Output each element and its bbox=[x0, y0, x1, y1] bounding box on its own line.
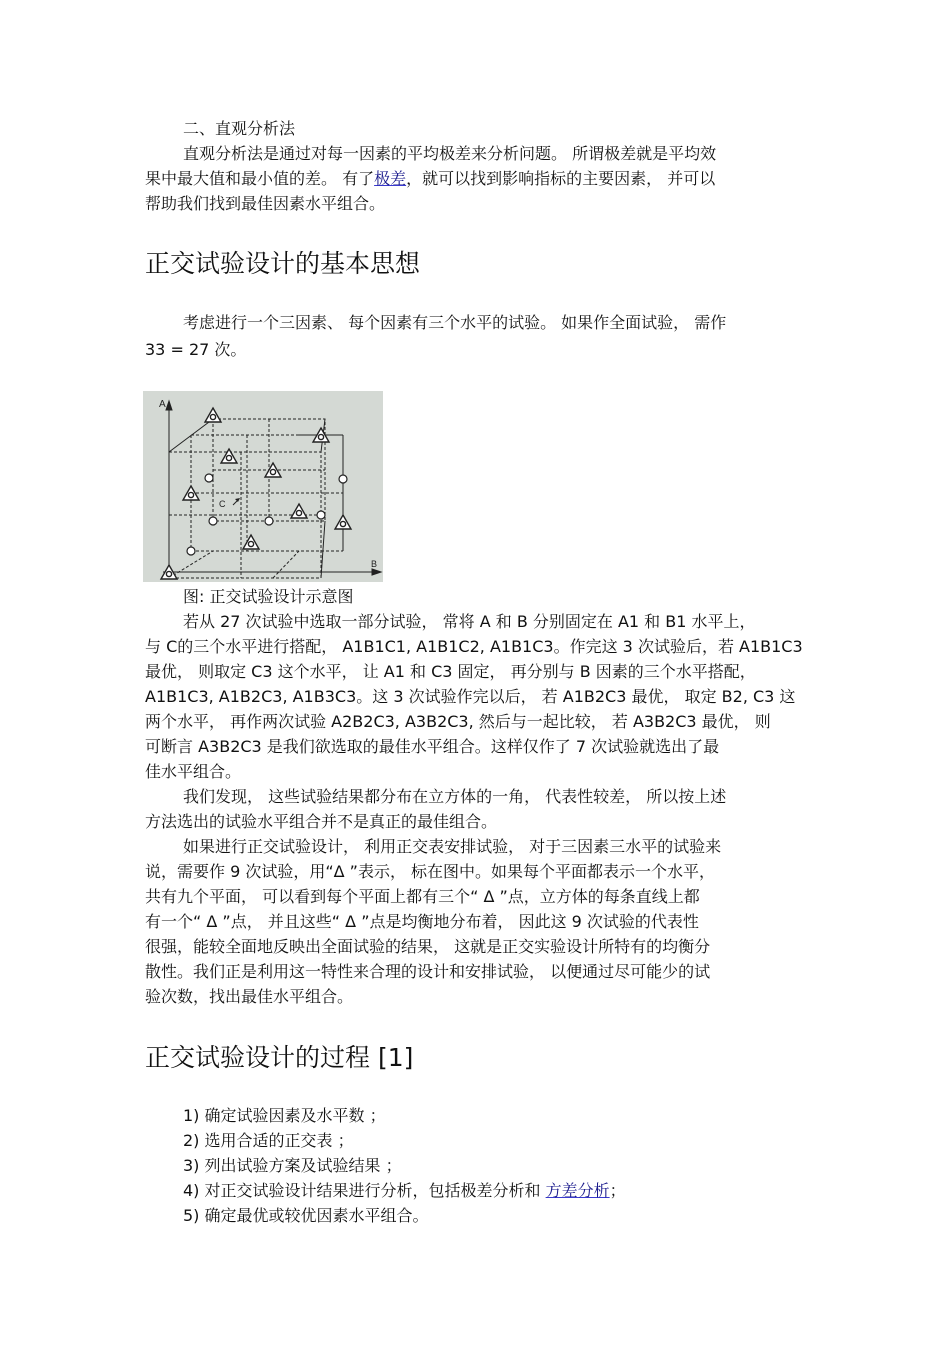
list-item: 2) 选用合适的正交表 ； bbox=[183, 1131, 354, 1150]
paragraph-line: 说，需要作 9 次试验，用“Δ ”表示， 标在图中。如果每个平面都表示一个水平， bbox=[145, 862, 716, 881]
axis-b-label: B bbox=[371, 559, 378, 569]
list-item: 4) 对正交试验设计结果进行分析，包括极差分析和 方差分析； bbox=[183, 1181, 626, 1200]
paragraph-line: 两个水平， 再作两次试验 A2B2C3, A3B2C3, 然后与一起比较， 若 A3B2C3 最优， 则 bbox=[145, 712, 771, 731]
section-heading-basic-idea: 正交试验设计的基本思想 bbox=[145, 249, 421, 278]
paragraph-line: 很强，能较全面地反映出全面试验的结果， 这就是正交实验设计所特有的均衡分 bbox=[145, 937, 711, 956]
variance-analysis-link[interactable]: 方差分析 bbox=[545, 1181, 610, 1200]
paragraph-line: 散性。我们正是利用这一特性来合理的设计和安排试验， 以便通过尽可能少的试 bbox=[145, 962, 711, 981]
axis-a-label: A bbox=[159, 399, 166, 410]
paragraph-line: 果中最大值和最小值的差。 有了极差，就可以找到影响指标的主要因素， 并可以 bbox=[145, 169, 716, 188]
paragraph-line: 方法选出的试验水平组合并不是真正的最佳组合。 bbox=[145, 812, 498, 831]
paragraph-line: 若从 27 次试验中选取一部分试验， 常将 A 和 B 分别固定在 A1 和 B1 水平上， bbox=[183, 612, 756, 631]
orthogonal-design-figure bbox=[143, 391, 383, 582]
axis-c-label: C bbox=[219, 499, 226, 509]
paragraph-line: 如果进行正交试验设计， 利用正交表安排试验， 对于三因素三水平的试验来 bbox=[183, 837, 722, 856]
paragraph-line: A1B1C3, A1B2C3, A1B3C3。这 3 次试验作完以后， 若 A1B2C3 最优， 取定 B2, C3 这 bbox=[145, 687, 796, 706]
paragraph-line: 最优， 则取定 C3 这个水平， 让 A1 和 C3 固定， 再分别与 B 因素的三个水平搭配， bbox=[145, 662, 756, 681]
paragraph-line: 考虑进行一个三因素、 每个因素有三个水平的试验。 如果作全面试验， 需作 bbox=[183, 313, 727, 332]
list-item: 3) 列出试验方案及试验结果 ； bbox=[183, 1156, 402, 1175]
paragraph-line: 我们发现， 这些试验结果都分布在立方体的一角， 代表性较差， 所以按上述 bbox=[183, 787, 727, 806]
section-heading-process: 正交试验设计的过程 [1] bbox=[145, 1043, 414, 1072]
paragraph-line: 帮助我们找到最佳因素水平组合。 bbox=[145, 194, 386, 213]
list-item: 1) 确定试验因素及水平数 ； bbox=[183, 1106, 386, 1125]
paragraph-line: 有一个“ Δ ”点， 并且这些“ Δ ”点是均衡地分布着， 因此这 9 次试验的代表性 bbox=[145, 912, 699, 931]
figure-caption: 图: 正交试验设计示意图 bbox=[183, 587, 354, 606]
paragraph-line: 与 C的三个水平进行搭配， A1B1C1, A1B1C2, A1B1C3。作完这 3 次试验后，若 A1B1C3 bbox=[145, 637, 803, 656]
paragraph-line: 验次数，找出最佳水平组合。 bbox=[145, 987, 354, 1006]
range-link[interactable]: 极差 bbox=[374, 169, 407, 188]
list-item: 5) 确定最优或较优因素水平组合。 bbox=[183, 1206, 429, 1225]
paragraph-line: 直观分析法是通过对每一因素的平均极差来分析问题。 所谓极差就是平均效 bbox=[183, 144, 717, 163]
paragraph-line: 共有九个平面， 可以看到每个平面上都有三个“ Δ ”点，立方体的每条直线上都 bbox=[145, 887, 700, 906]
paragraph-line: 可断言 A3B2C3 是我们欲选取的最佳水平组合。这样仅作了 7 次试验就选出了最 bbox=[145, 737, 720, 756]
paragraph-line: 佳水平组合。 bbox=[145, 762, 242, 781]
subheading-intuitive: 二、直观分析法 bbox=[183, 119, 296, 138]
paragraph-line: 33 = 27 次。 bbox=[145, 340, 247, 359]
